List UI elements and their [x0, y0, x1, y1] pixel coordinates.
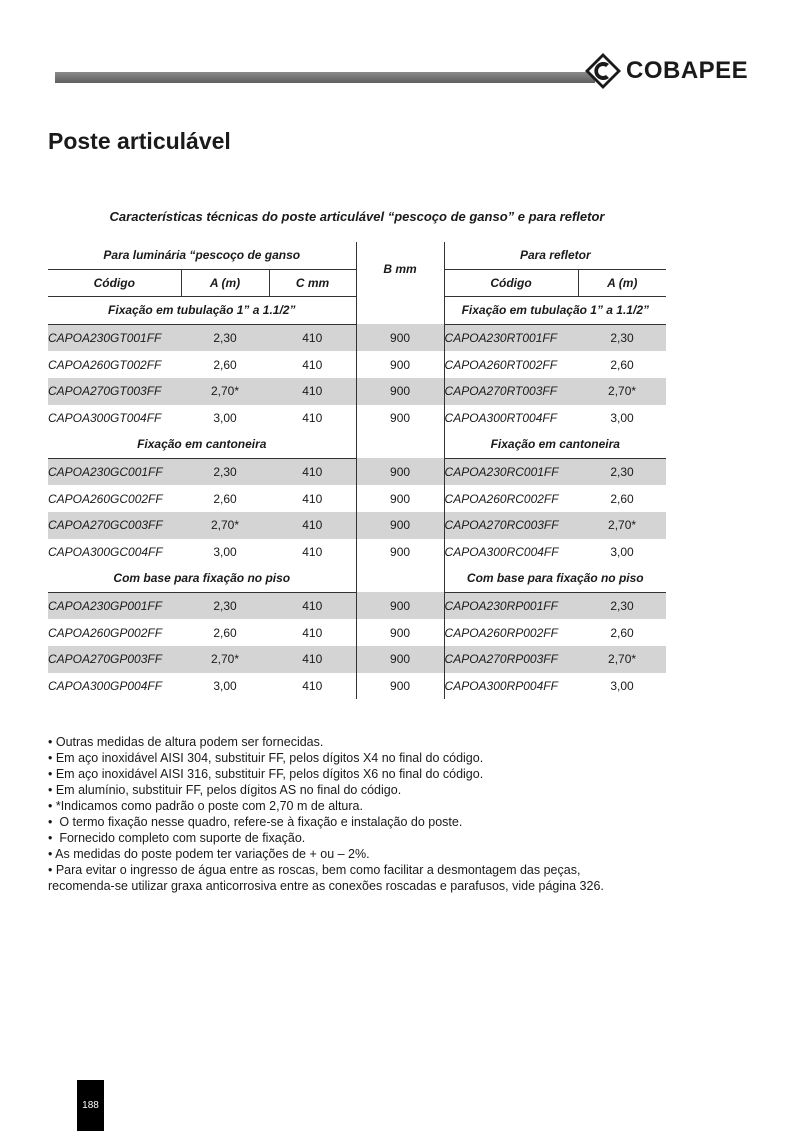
table-row: [48, 539, 666, 566]
refletor-code-cell: CAPOA230RC001FF: [444, 458, 578, 485]
code-cell: CAPOA300GT004FF: [48, 410, 162, 425]
refletor-code-cell: CAPOA260RP002FF: [444, 625, 558, 640]
refletor-a-cell: 2,30: [578, 324, 666, 351]
page-number: 188: [77, 1080, 104, 1131]
b-cell: 900: [356, 539, 444, 566]
c-cell: 410: [269, 512, 356, 539]
b-cell: 900: [356, 673, 444, 700]
b-column-spacer: [356, 297, 444, 325]
note-item: • O termo fixação nesse quadro, refere-se à fixação e instalação do poste.: [48, 815, 463, 829]
refletor-code-cell: CAPOA300RC004FF: [444, 544, 559, 559]
refletor-a-cell: 3,00: [610, 410, 634, 425]
b-cell: 900: [356, 592, 444, 619]
r-codigo-header: Código: [444, 269, 578, 297]
code-cell: CAPOA230GC001FF: [48, 458, 181, 485]
table-row: [48, 592, 666, 619]
b-mm-header: B mm: [356, 242, 444, 297]
refletor-code-cell: CAPOA300RP004FF: [444, 678, 558, 693]
section-header-row: [48, 565, 666, 592]
refletor-a-cell: 2,30: [578, 592, 666, 619]
spec-table: [48, 242, 666, 699]
codigo-header: Código: [48, 269, 181, 297]
refletor-a-cell: 2,60: [610, 625, 634, 640]
section-title-left: Fixação em tubulação 1” a 1.1/2”: [48, 297, 356, 325]
refletor-a-cell: 2,70*: [578, 378, 666, 405]
left-group-header: Para luminária “pescoço de ganso: [48, 242, 356, 269]
notes-list: [48, 734, 688, 894]
c-mm-header: C mm: [269, 269, 356, 297]
b-cell: 900: [356, 485, 444, 512]
section-title-right: Com base para fixação no piso: [444, 565, 666, 592]
note-item: • Fornecido completo com suporte de fixação.: [48, 831, 306, 845]
code-cell: CAPOA260GC002FF: [48, 491, 163, 506]
b-cell: 900: [356, 324, 444, 351]
code-cell: CAPOA260GT002FF: [48, 357, 162, 372]
refletor-code-cell: CAPOA270RC003FF: [444, 512, 578, 539]
c-cell: 410: [269, 646, 356, 673]
a-cell: 2,60: [213, 625, 237, 640]
a-cell: 2,60: [213, 491, 237, 506]
note-item: • As medidas do poste podem ter variações de + ou – 2%.: [48, 847, 370, 861]
section-title-right: Fixação em tubulação 1” a 1.1/2”: [444, 297, 666, 325]
refletor-a-cell: 3,00: [610, 544, 634, 559]
code-cell: CAPOA270GC003FF: [48, 512, 181, 539]
a-m-header: A (m): [181, 269, 269, 297]
code-cell: CAPOA300GP004FF: [48, 678, 163, 693]
section-title-left: Com base para fixação no piso: [48, 565, 356, 592]
table-row: [48, 485, 666, 512]
a-cell: 2,30: [181, 458, 269, 485]
a-cell: 2,70*: [181, 646, 269, 673]
page-title: Poste articulável: [48, 128, 231, 154]
spec-table-body: [48, 297, 666, 699]
c-cell: 410: [302, 410, 323, 425]
note-item: • Outras medidas de altura podem ser fornecidas.: [48, 735, 324, 749]
table-row: [48, 673, 666, 700]
a-cell: 3,00: [213, 544, 237, 559]
cobapee-logo-icon: [584, 52, 622, 90]
code-cell: CAPOA300GC004FF: [48, 544, 163, 559]
c-cell: 410: [302, 357, 323, 372]
section-title-left: Fixação em cantoneira: [48, 431, 356, 458]
refletor-code-cell: CAPOA270RP003FF: [444, 646, 578, 673]
table-row: [48, 458, 666, 485]
code-cell: CAPOA230GP001FF: [48, 592, 181, 619]
b-column-spacer: [356, 565, 444, 592]
c-cell: 410: [269, 458, 356, 485]
section-header-row: [48, 431, 666, 458]
section-title-right: Fixação em cantoneira: [444, 431, 666, 458]
table-row: [48, 324, 666, 351]
a-cell: 3,00: [213, 678, 237, 693]
c-cell: 410: [269, 324, 356, 351]
a-cell: 2,30: [181, 592, 269, 619]
note-item: recomenda-se utilizar graxa anticorrosiva entre as conexões roscadas e parafusos, vide página 326.: [48, 879, 604, 893]
note-item: • Em aço inoxidável AISI 304, substituir FF, pelos dígitos X4 no final do código.: [48, 751, 484, 765]
table-row: [48, 646, 666, 673]
b-cell: 900: [356, 405, 444, 432]
b-cell: 900: [356, 619, 444, 646]
refletor-a-cell: 2,60: [610, 357, 634, 372]
refletor-code-cell: CAPOA260RT002FF: [444, 357, 558, 372]
table-row: [48, 378, 666, 405]
right-group-header: Para refletor: [444, 242, 666, 269]
header-bar: [55, 72, 595, 83]
refletor-a-cell: 2,70*: [578, 512, 666, 539]
c-cell: 410: [269, 592, 356, 619]
b-cell: 900: [356, 512, 444, 539]
refletor-code-cell: CAPOA230RP001FF: [444, 592, 578, 619]
refletor-a-cell: 2,70*: [578, 646, 666, 673]
c-cell: 410: [302, 678, 323, 693]
refletor-a-cell: 2,60: [610, 491, 634, 506]
refletor-code-cell: CAPOA230RT001FF: [444, 324, 578, 351]
refletor-code-cell: CAPOA270RT003FF: [444, 378, 578, 405]
b-cell: 900: [356, 646, 444, 673]
table-row: [48, 351, 666, 378]
refletor-a-cell: 3,00: [610, 678, 634, 693]
note-item: • Em aço inoxidável AISI 316, substituir FF, pelos dígitos X6 no final do código.: [48, 767, 484, 781]
a-cell: 2,70*: [181, 512, 269, 539]
c-cell: 410: [269, 378, 356, 405]
a-cell: 2,70*: [181, 378, 269, 405]
table-row: [48, 405, 666, 432]
note-item: • Para evitar o ingresso de água entre as roscas, bem como facilitar a desmontagem das peças,: [48, 863, 581, 877]
a-cell: 3,00: [213, 410, 237, 425]
code-cell: CAPOA260GP002FF: [48, 625, 163, 640]
a-cell: 2,60: [213, 357, 237, 372]
b-cell: 900: [356, 351, 444, 378]
brand-name: COBAPEE: [626, 57, 749, 84]
note-item: • *Indicamos como padrão o poste com 2,70 m de altura.: [48, 799, 363, 813]
r-a-m-header: A (m): [578, 269, 666, 297]
refletor-code-cell: CAPOA260RC002FF: [444, 491, 559, 506]
table-row: [48, 512, 666, 539]
c-cell: 410: [302, 491, 323, 506]
table-row: [48, 619, 666, 646]
code-cell: CAPOA230GT001FF: [48, 324, 181, 351]
b-cell: 900: [356, 378, 444, 405]
code-cell: CAPOA270GP003FF: [48, 646, 181, 673]
section-header-row: [48, 297, 666, 325]
c-cell: 410: [302, 625, 323, 640]
note-item: • Em alumínio, substituir FF, pelos dígitos AS no final do código.: [48, 783, 402, 797]
code-cell: CAPOA270GT003FF: [48, 378, 181, 405]
a-cell: 2,30: [181, 324, 269, 351]
refletor-a-cell: 2,30: [578, 458, 666, 485]
brand-logo: [584, 52, 748, 90]
c-cell: 410: [302, 544, 323, 559]
refletor-code-cell: CAPOA300RT004FF: [444, 410, 558, 425]
b-cell: 900: [356, 458, 444, 485]
table-caption: Características técnicas do poste articulável “pescoço de ganso” e para refletor: [109, 209, 605, 224]
b-column-spacer: [356, 431, 444, 458]
